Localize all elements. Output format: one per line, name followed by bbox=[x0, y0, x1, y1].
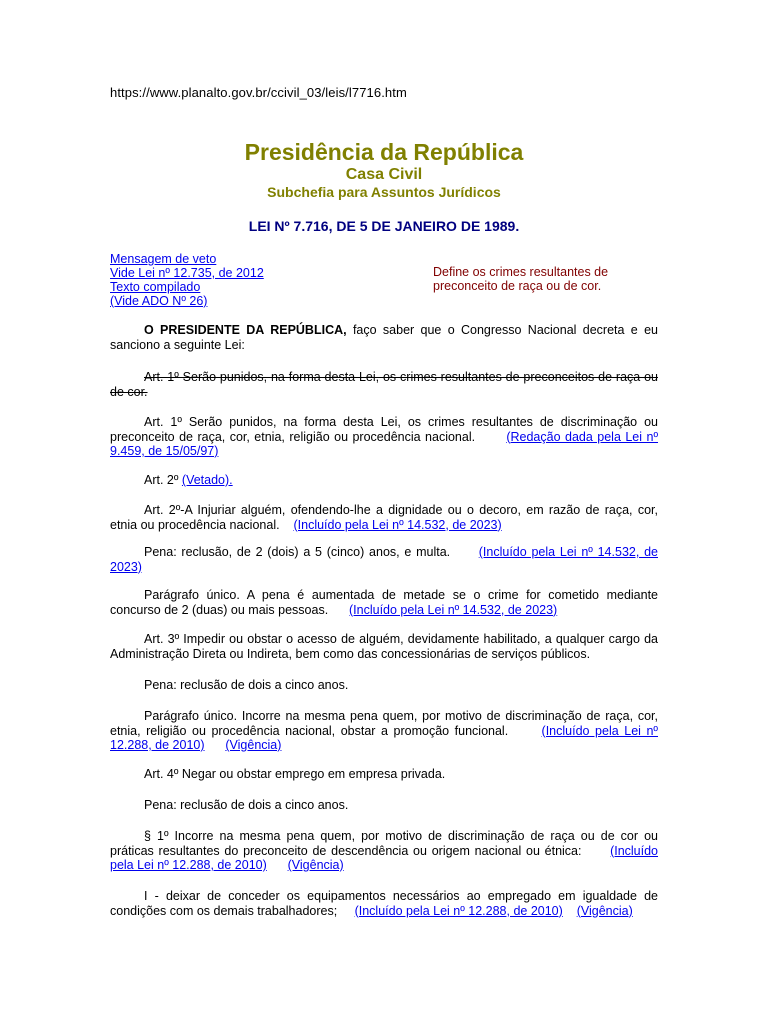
vide-ado-link[interactable]: (Vide ADO Nº 26) bbox=[110, 294, 208, 308]
law-title: LEI Nº 7.716, DE 5 DE JANEIRO DE 1989. bbox=[248, 218, 520, 234]
subchefia-heading: Subchefia para Assuntos Jurídicos bbox=[267, 184, 501, 200]
art1-revoked bbox=[110, 370, 658, 399]
art4-paragrafo-1-ref-link[interactable]: (Incluído pela Lei nº 12.288, de 2010) bbox=[110, 843, 659, 872]
art2a-text: Art. 2º-A Injuriar alguém, ofendendo-lhe a dignidade ou o decoro, em razão de raça, cor, etnia ou procedência nacional. bbox=[110, 503, 658, 532]
art4-inciso-i-vigencia-link[interactable]: (Vigência) bbox=[576, 903, 633, 918]
art3-pena bbox=[110, 678, 658, 693]
reference-links bbox=[110, 252, 264, 308]
art3 bbox=[110, 632, 658, 661]
art1-revoked-text: Art. 1º Serão punidos, na forma desta Lei, os crimes resultantes de preconceitos de raça ou de cor. bbox=[110, 370, 658, 399]
source-url: https://www.planalto.gov.br/ccivil_03/leis/l7716.htm bbox=[110, 85, 407, 100]
art3-paragrafo-vigencia-link[interactable]: (Vigência) bbox=[225, 738, 282, 752]
preamble-text: faço saber que o Congresso Nacional decreta e eu sanciono a seguinte Lei: bbox=[110, 323, 658, 352]
art4-text: Art. 4º Negar ou obstar emprego em empresa privada. bbox=[144, 767, 446, 781]
art2a-pena-ref-link[interactable]: (Incluído pela Lei nº 14.532, de 2023) bbox=[110, 545, 658, 574]
art1-ref-link[interactable]: (Redação dada pela Lei nº 9.459, de 15/05/97) bbox=[110, 429, 659, 458]
art4-inciso-i bbox=[110, 889, 658, 918]
art2a-pena bbox=[110, 545, 658, 574]
art1 bbox=[110, 415, 658, 459]
page-title: Presidência da República bbox=[244, 139, 524, 165]
art2a-paragrafo-ref-link[interactable]: (Incluído pela Lei nº 14.532, de 2023) bbox=[349, 602, 558, 617]
art2-text: Art. 2º bbox=[144, 473, 182, 487]
art3-paragrafo bbox=[110, 709, 658, 753]
vide-lei-link[interactable]: Vide Lei nº 12.735, de 2012 bbox=[110, 266, 264, 280]
ementa: Define os crimes resultantes de preconceito de raça ou de cor. bbox=[433, 265, 609, 293]
art3-text: Art. 3º Impedir ou obstar o acesso de alguém, devidamente habilitado, a qualquer cargo da Administração Direta ou Indireta, bem como das concessionárias de serviços públicos. bbox=[110, 632, 658, 661]
art1-text: Art. 1º Serão punidos, na forma desta Lei, os crimes resultantes de discriminação ou preconceito de raça, cor, etnia, religião ou procedência nacional. bbox=[110, 415, 658, 444]
art4 bbox=[110, 767, 658, 782]
preamble bbox=[110, 323, 658, 352]
art4-inciso-i-ref-link[interactable]: (Incluído pela Lei nº 12.288, de 2010) bbox=[354, 903, 563, 918]
art3-paragrafo-text: Parágrafo único. Incorre na mesma pena quem, por motivo de discriminação de raça, cor, etnia, religião ou procedência nacional, obstar a promoção funcional. bbox=[110, 709, 658, 738]
art2-vetado-link[interactable]: (Vetado). bbox=[181, 473, 233, 487]
art2a-pena-text: Pena: reclusão, de 2 (dois) a 5 (cinco) anos, e multa. bbox=[144, 545, 451, 559]
art3-pena-text: Pena: reclusão de dois a cinco anos. bbox=[144, 678, 349, 692]
texto-compilado-link[interactable]: Texto compilado bbox=[110, 280, 201, 294]
art4-paragrafo-1-text: § 1º Incorre na mesma pena quem, por motivo de discriminação de raça ou de cor ou práticas resultantes do preconceito de descendência ou origem nacional ou étnica: bbox=[110, 829, 658, 858]
art4-inciso-i-text: I - deixar de conceder os equipamentos necessários ao empregado em igualdade de condições com os demais trabalhadores; bbox=[110, 889, 658, 918]
art3-paragrafo-ref-link[interactable]: (Incluído pela Lei nº 12.288, de 2010) bbox=[110, 723, 658, 752]
art2a-paragrafo bbox=[110, 588, 658, 617]
casa-civil-heading: Casa Civil bbox=[345, 166, 423, 183]
art4-paragrafo-1-vigencia-link[interactable]: (Vigência) bbox=[287, 858, 344, 872]
art2a bbox=[110, 503, 658, 532]
art2 bbox=[110, 473, 658, 488]
art2a-paragrafo-text: Parágrafo único. A pena é aumentada de metade se o crime for cometido mediante concurso de 2 (duas) ou mais pessoas. bbox=[110, 588, 658, 617]
art4-paragrafo-1 bbox=[110, 829, 658, 873]
art2a-ref-link[interactable]: (Incluído pela Lei nº 14.532, de 2023) bbox=[293, 517, 502, 532]
mensagem-veto-link[interactable]: Mensagem de veto bbox=[110, 252, 217, 266]
art4-pena bbox=[110, 798, 658, 813]
art4-pena-text: Pena: reclusão de dois a cinco anos. bbox=[144, 798, 349, 812]
preamble-bold: O PRESIDENTE DA REPÚBLICA, bbox=[144, 323, 347, 337]
